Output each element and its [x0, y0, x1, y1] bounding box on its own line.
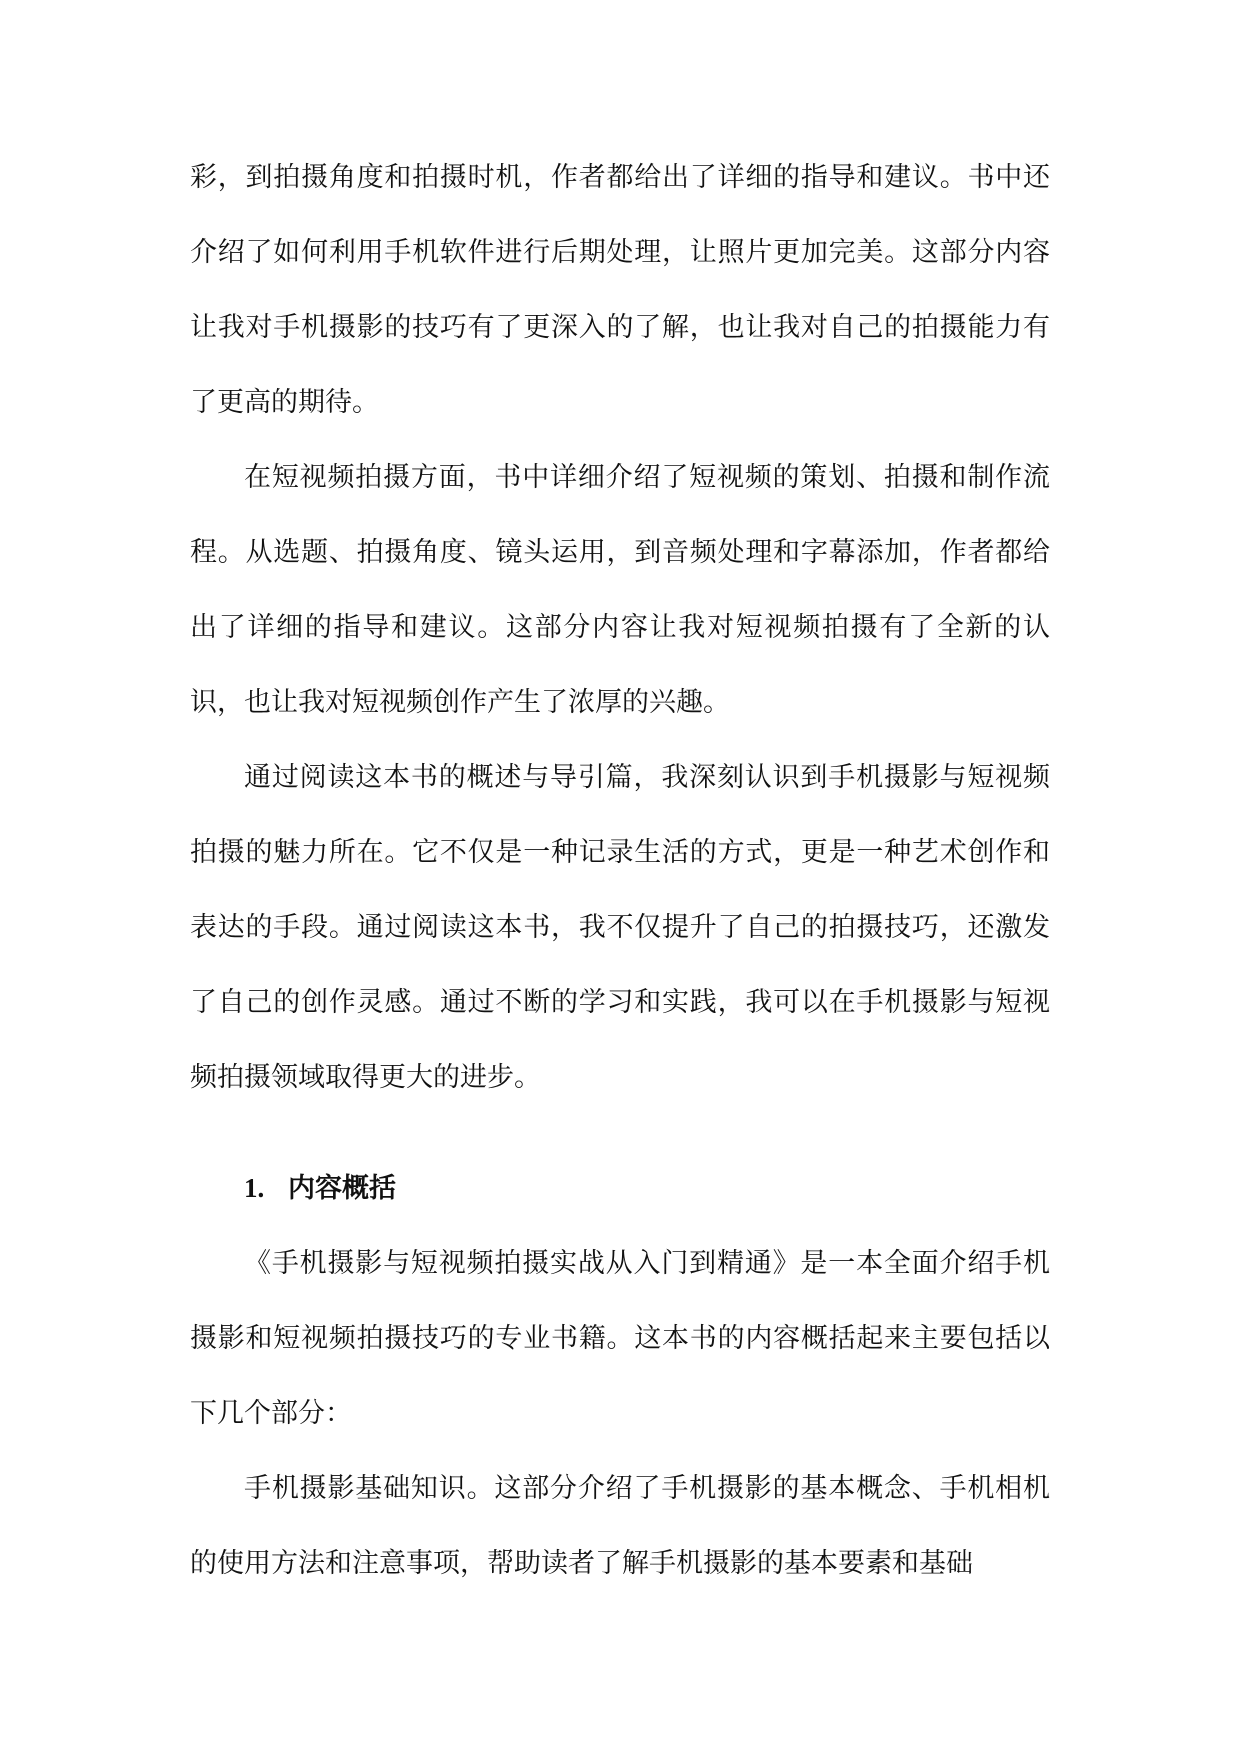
section-heading [190, 1151, 1050, 1226]
document-body [190, 140, 1050, 1601]
section-number: 1. [244, 1173, 265, 1203]
section-title: 内容概括 [288, 1173, 396, 1204]
paragraph-photo-techniques: 彩，到拍摄角度和拍摄时机，作者都给出了详细的指导和建议。书中还介绍了如何利用手机软件进行后期处理，让照片更加完美。这部分内容让我对手机摄影的技巧有了更深入的了解，也让我对自己的拍摄能力有了更高的期待。 [190, 162, 1050, 418]
paragraph-short-video: 在短视频拍摄方面，书中详细介绍了短视频的策划、拍摄和制作流程。从选题、拍摄角度、镜头运用，到音频处理和字幕添加，作者都给出了详细的指导和建议。这部分内容让我对短视频拍摄有了全新的认识，也让我对短视频创作产生了浓厚的兴趣。 [190, 462, 1050, 718]
paragraph-reflection: 通过阅读这本书的概述与导引篇，我深刻认识到手机摄影与短视频拍摄的魅力所在。它不仅是一种记录生活的方式，更是一种艺术创作和表达的手段。通过阅读这本书，我不仅提升了自己的拍摄技巧，还激发了自己的创作灵感。通过不断的学习和实践，我可以在手机摄影与短视频拍摄领域取得更大的进步。 [190, 762, 1050, 1093]
paragraph-book-summary: 《手机摄影与短视频拍摄实战从入门到精通》是一本全面介绍手机摄影和短视频拍摄技巧的专业书籍。这本书的内容概括起来主要包括以下几个部分： [190, 1248, 1050, 1429]
paragraph-basics: 手机摄影基础知识。这部分介绍了手机摄影的基本概念、手机相机的使用方法和注意事项，帮助读者了解手机摄影的基本要素和基础 [190, 1473, 1050, 1579]
